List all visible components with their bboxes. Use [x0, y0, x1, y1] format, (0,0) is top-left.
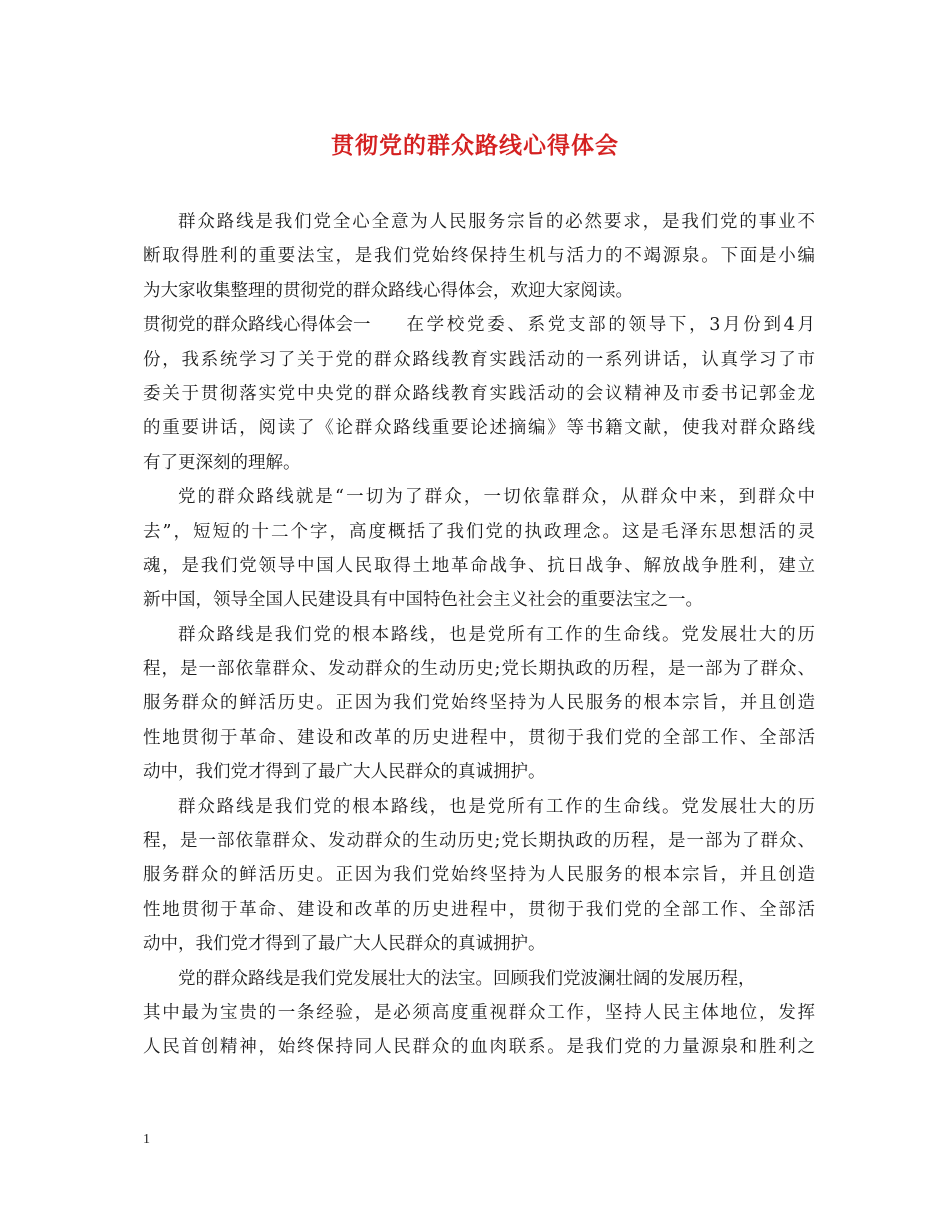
text-line: 程，是一部依靠群众、发动群众的生动历史;党长期执政的历程，是一部为了群众、: [143, 831, 815, 852]
text-line: 人民首创精神，始终保持同人民群众的血肉联系。是我们党的力量源泉和胜利之: [143, 1037, 815, 1058]
text-line: 党的群众路线是我们党发展壮大的法宝。回顾我们党波澜壮阔的发展历程，: [178, 968, 756, 989]
text-line: 性地贯彻于革命、建设和改革的历史进程中，贯彻于我们党的全部工作、全部活: [143, 727, 815, 748]
text-line: 为大家收集整理的贯彻党的群众路线心得体会，欢迎大家阅读。: [143, 280, 633, 301]
text-line: 动中，我们党才得到了最广大人民群众的真诚拥护。: [143, 934, 546, 955]
document-title: 贯彻党的群众路线心得体会: [331, 132, 619, 159]
page-number: 1: [143, 1132, 150, 1147]
section-heading-continuation: 在学校党委、系党支部的领导下，3月份到4月: [406, 315, 815, 336]
body-paragraphs: [143, 343, 815, 1065]
text-line: 群众路线是我们党全心全意为人民服务宗旨的必然要求，是我们党的事业不: [178, 212, 815, 232]
text-line: 魂，是我们党领导中国人民取得土地革命战争、抗日战争、解放战争胜利，建立: [143, 555, 815, 576]
text-line: 服务群众的鲜活历史。正因为我们党始终坚持为人民服务的根本宗旨，并且创造: [143, 865, 815, 886]
section-heading-line: [143, 308, 815, 342]
text-line: 党的群众路线就是“一切为了群众，一切依靠群众，从群众中来，到群众中: [178, 487, 815, 508]
text-line: 群众路线是我们党的根本路线，也是党所有工作的生命线。党发展壮大的历: [178, 796, 815, 817]
text-line: 断取得胜利的重要法宝，是我们党始终保持生机与活力的不竭源泉。下面是小编: [143, 246, 815, 267]
intro-paragraph: [143, 205, 815, 308]
text-line: 的重要讲话，阅读了《论群众路线重要论述摘编》等书籍文献，使我对群众路线: [143, 418, 815, 439]
text-line: 性地贯彻于革命、建设和改革的历史进程中，贯彻于我们党的全部工作、全部活: [143, 899, 815, 920]
text-line: 程，是一部依靠群众、发动群众的生动历史;党长期执政的历程，是一部为了群众、: [143, 659, 815, 680]
text-line: 份，我系统学习了关于党的群众路线教育实践活动的一系列讲话，认真学习了市: [143, 349, 815, 370]
text-line: 群众路线是我们党的根本路线，也是党所有工作的生命线。党发展壮大的历: [178, 624, 815, 645]
section-heading: 贯彻党的群众路线心得体会一: [143, 315, 371, 336]
text-line: 服务群众的鲜活历史。正因为我们党始终坚持为人民服务的根本宗旨，并且创造: [143, 693, 815, 714]
text-line: 委关于贯彻落实党中央党的群众路线教育实践活动的会议精神及市委书记郭金龙: [143, 383, 815, 404]
text-line: 去”，短短的十二个字，高度概括了我们党的执政理念。这是毛泽东思想活的灵: [143, 521, 815, 542]
text-line: 有了更深刻的理解。: [143, 452, 301, 473]
text-line: 新中国，领导全国人民建设具有中国特色社会主义社会的重要法宝之一。: [143, 590, 703, 611]
document-body: [143, 205, 815, 1065]
text-line: 动中，我们党才得到了最广大人民群众的真诚拥护。: [143, 762, 546, 783]
text-line: 其中最为宝贵的一条经验，是必须高度重视群众工作，坚持人民主体地位，发挥: [143, 1002, 815, 1023]
